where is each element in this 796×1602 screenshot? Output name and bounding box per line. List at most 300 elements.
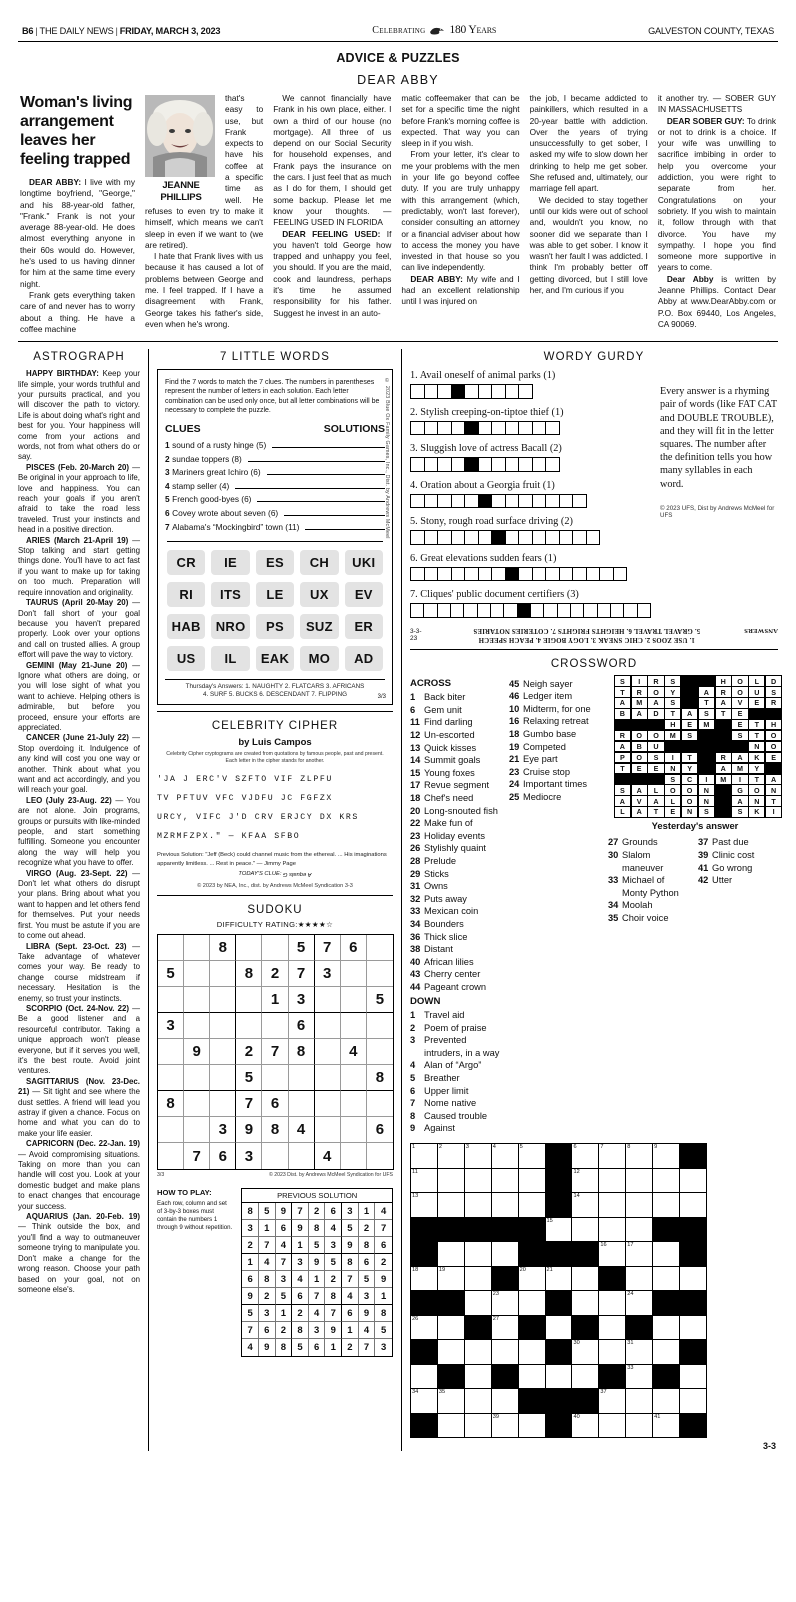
sudoku-cell[interactable]: 4 [341,1039,367,1065]
crossword-cell[interactable] [626,1144,653,1169]
wordy-gurdy-cell[interactable] [410,384,425,399]
crossword-cell[interactable] [492,1193,519,1218]
wordy-gurdy-cell[interactable] [505,530,520,545]
wordy-gurdy-cell[interactable] [424,567,439,582]
wordy-gurdy-cell[interactable] [610,603,624,618]
wordy-gurdy-cell[interactable] [437,567,452,582]
crossword-cell[interactable] [492,1144,519,1169]
sudoku-cell[interactable]: 8 [262,1117,288,1143]
crossword-cell[interactable] [519,1414,546,1439]
wordy-gurdy-cell[interactable] [545,421,560,436]
sudoku-cell[interactable]: 3 [236,1143,262,1169]
sudoku-cell[interactable] [236,1013,262,1039]
crossword-cell[interactable] [411,1316,438,1341]
slw-letter-tile[interactable]: UKI [345,550,383,575]
wordy-gurdy-cell[interactable] [464,384,479,399]
crossword-cell[interactable] [492,1291,519,1316]
wordy-gurdy-cell[interactable] [572,567,587,582]
wordy-gurdy-cell[interactable] [437,494,452,509]
wordy-gurdy-cell[interactable] [545,494,560,509]
crossword-cell[interactable] [626,1414,653,1439]
wordy-gurdy-cell[interactable] [463,603,477,618]
wordy-gurdy-cell[interactable] [410,457,425,472]
slw-letter-tile[interactable]: IE [211,550,249,575]
slw-letter-tile[interactable]: US [167,646,205,671]
sudoku-cell[interactable] [184,987,210,1013]
crossword-cell[interactable] [680,1316,707,1341]
wordy-gurdy-cell[interactable] [451,421,466,436]
crossword-cell[interactable] [680,1267,707,1292]
sudoku-cell[interactable]: 3 [289,987,315,1013]
crossword-cell[interactable] [465,1267,492,1292]
crossword-cell[interactable] [626,1340,653,1365]
sudoku-cell[interactable] [262,1065,288,1091]
wordy-gurdy-cell[interactable] [532,421,547,436]
crossword-cell[interactable] [519,1267,546,1292]
sudoku-cell[interactable] [210,961,236,987]
wordy-gurdy-separator-cell [478,494,493,509]
wordy-gurdy-cell[interactable] [424,421,439,436]
sudoku-cell[interactable] [236,987,262,1013]
crossword-cell[interactable] [492,1169,519,1194]
cipher-previous-text: "Jeff (Beck) could channel music from the ethereal. ... His imaginations apparently limitless. ... Rest in peace." — Jimmy Page [157,852,387,867]
wordy-gurdy-cell[interactable] [503,603,517,618]
crossword-cell[interactable] [572,1365,599,1390]
crossword-cell[interactable] [680,1193,707,1218]
sudoku-cell[interactable]: 6 [341,935,367,961]
sudoku-cell[interactable] [289,1065,315,1091]
crossword-cell[interactable] [626,1267,653,1292]
crossword-cell[interactable] [653,1389,680,1414]
crossword-cell[interactable] [519,1340,546,1365]
crossword-cell[interactable] [626,1389,653,1414]
wordy-gurdy-cell[interactable] [505,421,520,436]
crossword-cell[interactable] [438,1340,465,1365]
crossword-cell[interactable] [572,1193,599,1218]
crossword-cell[interactable] [572,1144,599,1169]
slw-answer-blank[interactable] [257,501,385,502]
crossword-cell[interactable] [465,1365,492,1390]
wordy-gurdy-cell[interactable] [543,603,557,618]
sudoku-cell[interactable] [315,1117,341,1143]
wordy-gurdy-cell[interactable] [477,603,491,618]
wordy-gurdy-cell[interactable] [570,603,584,618]
sudoku-cell[interactable] [184,1065,210,1091]
sudoku-cell[interactable]: 8 [289,1039,315,1065]
sudoku-cell[interactable] [184,1091,210,1117]
crossword-cell[interactable] [465,1242,492,1267]
sudoku-cell[interactable]: 5 [367,987,393,1013]
sudoku-cell[interactable]: 6 [210,1143,236,1169]
sudoku-cell[interactable] [341,1013,367,1039]
wordy-gurdy-cell[interactable] [424,457,439,472]
crossword-cell[interactable] [438,1169,465,1194]
wordy-gurdy-letter-row[interactable] [410,567,650,582]
wordy-gurdy-cell[interactable] [423,603,437,618]
wordy-gurdy-cell[interactable] [530,603,544,618]
sudoku-cell[interactable]: 7 [315,935,341,961]
sudoku-cell[interactable] [367,961,393,987]
sudoku-cell[interactable] [367,935,393,961]
crossword-cell[interactable] [626,1291,653,1316]
slw-letter-tile[interactable]: NRO [211,614,249,639]
crossword-cell[interactable] [653,1267,680,1292]
sudoku-cell[interactable]: 9 [236,1117,262,1143]
wordy-gurdy-cell[interactable] [597,603,611,618]
crossword-cell[interactable] [519,1144,546,1169]
sudoku-cell[interactable]: 5 [236,1065,262,1091]
wordy-gurdy-cell[interactable] [491,567,506,582]
sudoku-cell[interactable] [158,1039,184,1065]
wordy-gurdy-cell[interactable] [478,567,493,582]
wordy-gurdy-cell[interactable] [505,494,520,509]
sudoku-cell[interactable]: 4 [289,1117,315,1143]
sudoku-cell[interactable]: 8 [210,935,236,961]
crossword-cell[interactable] [465,1193,492,1218]
sudoku-cell[interactable]: 7 [262,1039,288,1065]
sudoku-cell[interactable]: 1 [262,987,288,1013]
sudoku-cell[interactable]: 8 [158,1091,184,1117]
sudoku-cell[interactable]: 6 [367,1117,393,1143]
crossword-cell[interactable] [599,1414,626,1439]
sudoku-cell[interactable] [262,1143,288,1169]
crossword-cell[interactable] [599,1144,626,1169]
crossword-cell[interactable] [546,1267,573,1292]
sudoku-cell[interactable] [184,1013,210,1039]
wordy-gurdy-letter-row[interactable] [410,530,650,545]
slw-answer-blank[interactable] [267,474,385,475]
sudoku-cell[interactable] [315,987,341,1013]
crossword-cell[interactable] [438,1414,465,1439]
slw-letter-tile[interactable]: EAK [256,646,294,671]
crossword-cell[interactable] [653,1414,680,1439]
crossword-cell[interactable] [411,1267,438,1292]
crossword-cell[interactable] [492,1389,519,1414]
crossword-cell[interactable] [465,1169,492,1194]
sudoku-cell[interactable]: 6 [262,1091,288,1117]
crossword-cell[interactable] [438,1267,465,1292]
crossword-cell[interactable] [572,1218,599,1243]
wordy-gurdy-letter-row[interactable] [410,421,650,436]
wordy-gurdy-cell[interactable] [491,457,506,472]
wordy-gurdy-cell[interactable] [532,457,547,472]
crossword-cell[interactable] [519,1169,546,1194]
solution-cell: 3 [276,1271,293,1288]
wordy-gurdy-cell[interactable] [572,494,587,509]
crossword-cell[interactable] [465,1389,492,1414]
sudoku-cell[interactable]: 3 [158,1013,184,1039]
crossword-cell[interactable] [599,1218,626,1243]
sudoku-cell[interactable] [341,1065,367,1091]
wordy-gurdy-cell[interactable] [613,567,628,582]
wordy-gurdy-cell[interactable] [518,421,533,436]
crossword-cell[interactable] [411,1169,438,1194]
sudoku-cell[interactable]: 3 [210,1117,236,1143]
wordy-gurdy-cell[interactable] [518,530,533,545]
wordy-gurdy-cell[interactable] [545,567,560,582]
wordy-gurdy-cell[interactable] [410,494,425,509]
wordy-gurdy-cell[interactable] [437,421,452,436]
crossword-cell[interactable] [626,1193,653,1218]
crossword-cell[interactable] [411,1193,438,1218]
crossword-cell[interactable] [438,1316,465,1341]
wordy-gurdy-cell[interactable] [559,530,574,545]
wordy-gurdy-cell[interactable] [505,384,520,399]
wordy-gurdy-cell[interactable] [532,530,547,545]
sudoku-cell[interactable] [158,935,184,961]
sudoku-cell[interactable] [210,1065,236,1091]
wordy-gurdy-cell[interactable] [559,494,574,509]
wordy-gurdy-letter-row[interactable] [410,603,650,618]
wordy-gurdy-cell[interactable] [437,457,452,472]
wordy-gurdy-cell[interactable] [637,603,651,618]
crossword-cell[interactable] [546,1218,573,1243]
crossword-cell[interactable] [599,1316,626,1341]
wordy-gurdy-cell[interactable] [424,384,439,399]
sudoku-cell[interactable] [341,987,367,1013]
wordy-gurdy-cell[interactable] [437,384,452,399]
crossword-cell[interactable] [546,1365,573,1390]
sudoku-cell[interactable] [315,1039,341,1065]
wordy-gurdy-cell[interactable] [451,530,466,545]
wordy-gurdy-cell[interactable] [583,603,597,618]
sudoku-cell[interactable] [315,1065,341,1091]
crossword-cell[interactable] [653,1193,680,1218]
sudoku-cell[interactable] [367,1013,393,1039]
crossword-cell[interactable] [411,1144,438,1169]
crossword-cell[interactable] [680,1169,707,1194]
wordy-gurdy-cell[interactable] [437,530,452,545]
sudoku-cell[interactable] [158,1065,184,1091]
crossword-cell[interactable] [438,1389,465,1414]
slw-letter-tile[interactable]: RI [167,582,205,607]
crossword-cell[interactable] [572,1340,599,1365]
sudoku-cell[interactable]: 3 [315,961,341,987]
sudoku-grid[interactable] [157,934,394,1170]
wordy-gurdy-cell[interactable] [518,384,533,399]
sudoku-cell[interactable] [367,1091,393,1117]
crossword-cell[interactable] [653,1242,680,1267]
sudoku-cell[interactable] [289,1091,315,1117]
wordy-gurdy-cell[interactable] [464,530,479,545]
wordy-gurdy-cell[interactable] [451,457,466,472]
crossword-cell[interactable] [438,1242,465,1267]
crossword-cell[interactable] [680,1389,707,1414]
wordy-gurdy-letter-row[interactable] [410,494,650,509]
wordy-gurdy-cell[interactable] [491,494,506,509]
sudoku-cell[interactable]: 9 [184,1039,210,1065]
sudoku-cell[interactable] [341,1143,367,1169]
crossword-cell[interactable] [626,1218,653,1243]
sudoku-cell[interactable] [341,1091,367,1117]
sudoku-cell[interactable] [262,1013,288,1039]
sudoku-cell[interactable] [210,1039,236,1065]
crossword-puzzle-grid[interactable] [410,1143,707,1438]
wordy-gurdy-cell[interactable] [518,457,533,472]
crossword-cell[interactable] [653,1316,680,1341]
yesterday-block-cell [681,741,698,753]
crossword-cell[interactable] [572,1169,599,1194]
slw-answer-blank[interactable] [235,488,385,489]
crossword-cell[interactable] [653,1169,680,1194]
wordy-gurdy-cell[interactable] [437,603,451,618]
sudoku-cell[interactable] [184,1117,210,1143]
wordy-gurdy-cell[interactable] [532,494,547,509]
slw-letter-tile[interactable]: HAB [167,614,205,639]
crossword-cell[interactable] [492,1340,519,1365]
wordy-gurdy-cell[interactable] [572,530,587,545]
crossword-cell[interactable] [492,1414,519,1439]
slw-letter-tile[interactable]: ES [256,550,294,575]
sudoku-cell[interactable]: 5 [289,935,315,961]
sudoku-cell[interactable] [262,935,288,961]
crossword-cell[interactable] [411,1389,438,1414]
crossword-cell[interactable] [626,1242,653,1267]
wordy-gurdy-cell[interactable] [424,530,439,545]
sudoku-cell[interactable] [315,1091,341,1117]
wordy-gurdy-cell[interactable] [410,530,425,545]
sudoku-cell[interactable] [210,987,236,1013]
sudoku-cell[interactable] [341,1117,367,1143]
crossword-cell[interactable] [599,1242,626,1267]
crossword-cell[interactable] [653,1144,680,1169]
sudoku-cell[interactable]: 8 [367,1065,393,1091]
sudoku-cell[interactable]: 5 [158,961,184,987]
crossword-cell[interactable] [572,1291,599,1316]
across-label: ACROSS [410,677,452,689]
crossword-cell[interactable] [465,1414,492,1439]
wordy-gurdy-cell[interactable] [505,457,520,472]
crossword-cell[interactable] [626,1365,653,1390]
wordy-gurdy-cell[interactable] [424,494,439,509]
sudoku-cell[interactable]: 2 [236,1039,262,1065]
crossword-cell[interactable] [653,1340,680,1365]
crossword-cell[interactable] [492,1316,519,1341]
sudoku-cell[interactable] [184,935,210,961]
crossword-cell[interactable] [438,1193,465,1218]
crossword-cell[interactable] [680,1365,707,1390]
wordy-gurdy-cell[interactable] [410,567,425,582]
crossword-cell[interactable] [465,1291,492,1316]
crossword-cell[interactable] [519,1365,546,1390]
wordy-gurdy-cell[interactable] [491,421,506,436]
sudoku-cell[interactable]: 2 [262,961,288,987]
wordy-gurdy-cell[interactable] [478,384,493,399]
crossword-cell[interactable] [546,1316,573,1341]
crossword-cell[interactable] [492,1242,519,1267]
slw-letter-tile[interactable]: IL [211,646,249,671]
crossword-cell[interactable] [519,1291,546,1316]
wordy-gurdy-cell[interactable] [557,603,571,618]
slw-answer-blank[interactable] [305,529,385,530]
wordy-gurdy-cell[interactable] [623,603,637,618]
wordy-gurdy-cell[interactable] [451,567,466,582]
wordy-gurdy-letter-row[interactable] [410,457,650,472]
slw-letter-tile[interactable]: UX [300,582,338,607]
sudoku-cell[interactable]: 7 [184,1143,210,1169]
slw-letter-tile[interactable]: LE [256,582,294,607]
slw-letter-tile[interactable]: AD [345,646,383,671]
wordy-gurdy-cell[interactable] [464,494,479,509]
wordy-gurdy-cell[interactable] [586,530,601,545]
sudoku-cell[interactable] [158,1117,184,1143]
wordy-gurdy-cell[interactable] [478,530,493,545]
wordy-gurdy-cell[interactable] [478,457,493,472]
wordy-gurdy-cell[interactable] [478,421,493,436]
wordy-gurdy-cell[interactable] [464,567,479,582]
sudoku-cell[interactable] [210,1013,236,1039]
wordy-gurdy-cell[interactable] [518,567,533,582]
slw-letter-tile[interactable]: CR [167,550,205,575]
wordy-gurdy-cell[interactable] [532,567,547,582]
crossword-cell[interactable] [438,1144,465,1169]
wordy-gurdy-cell[interactable] [410,421,425,436]
crossword-cell[interactable] [572,1414,599,1439]
sudoku-cell[interactable] [158,1143,184,1169]
sudoku-cell[interactable]: 8 [236,961,262,987]
sudoku-cell[interactable] [236,935,262,961]
sudoku-cell[interactable] [367,1039,393,1065]
wordy-gurdy-cell[interactable] [490,603,504,618]
sudoku-cell[interactable]: 4 [315,1143,341,1169]
crossword-cell[interactable] [465,1144,492,1169]
sudoku-cell[interactable] [289,1143,315,1169]
slw-letter-tile[interactable]: CH [300,550,338,575]
slw-answer-blank[interactable] [248,461,385,462]
wordy-gurdy-cell[interactable] [559,567,574,582]
sudoku-cell[interactable] [158,987,184,1013]
wordy-gurdy-cell[interactable] [518,494,533,509]
wordy-gurdy-cell[interactable] [545,530,560,545]
crossword-cell[interactable] [599,1169,626,1194]
wordy-gurdy-cell[interactable] [491,384,506,399]
sudoku-cell[interactable] [184,961,210,987]
sudoku-cell[interactable] [367,1143,393,1169]
crossword-cell[interactable] [465,1340,492,1365]
crossword-cell[interactable] [599,1193,626,1218]
crossword-cell[interactable] [411,1365,438,1390]
wordy-gurdy-cell[interactable] [586,567,601,582]
crossword-cell[interactable] [519,1193,546,1218]
slw-letter-tile[interactable]: ER [345,614,383,639]
sudoku-cell[interactable] [315,1013,341,1039]
slw-answer-blank[interactable] [284,515,385,516]
sudoku-cell[interactable]: 7 [289,961,315,987]
wordy-gurdy-cell[interactable] [545,457,560,472]
crossword-cell[interactable] [626,1169,653,1194]
wordy-gurdy-cell[interactable] [450,603,464,618]
crossword-cell[interactable] [599,1291,626,1316]
slw-letter-tile[interactable]: MO [300,646,338,671]
wordy-gurdy-letter-row[interactable] [410,384,650,399]
slw-answer-blank[interactable] [272,447,385,448]
sudoku-cell[interactable]: 7 [236,1091,262,1117]
slw-letter-tile[interactable]: PS [256,614,294,639]
wordy-gurdy-cell[interactable] [451,494,466,509]
slw-letter-tile[interactable]: SUZ [300,614,338,639]
slw-letter-tile[interactable]: EV [345,582,383,607]
slw-letter-tile[interactable]: ITS [211,582,249,607]
sudoku-cell[interactable]: 6 [289,1013,315,1039]
wordy-gurdy-cell[interactable] [599,567,614,582]
yesterday-letter-cell: E [731,708,748,720]
sudoku-cell[interactable] [341,961,367,987]
crossword-cell[interactable] [599,1340,626,1365]
wordy-gurdy-cell[interactable] [410,603,424,618]
crossword-cell[interactable] [572,1267,599,1292]
crossword-cell[interactable] [599,1389,626,1414]
sudoku-cell[interactable] [210,1091,236,1117]
